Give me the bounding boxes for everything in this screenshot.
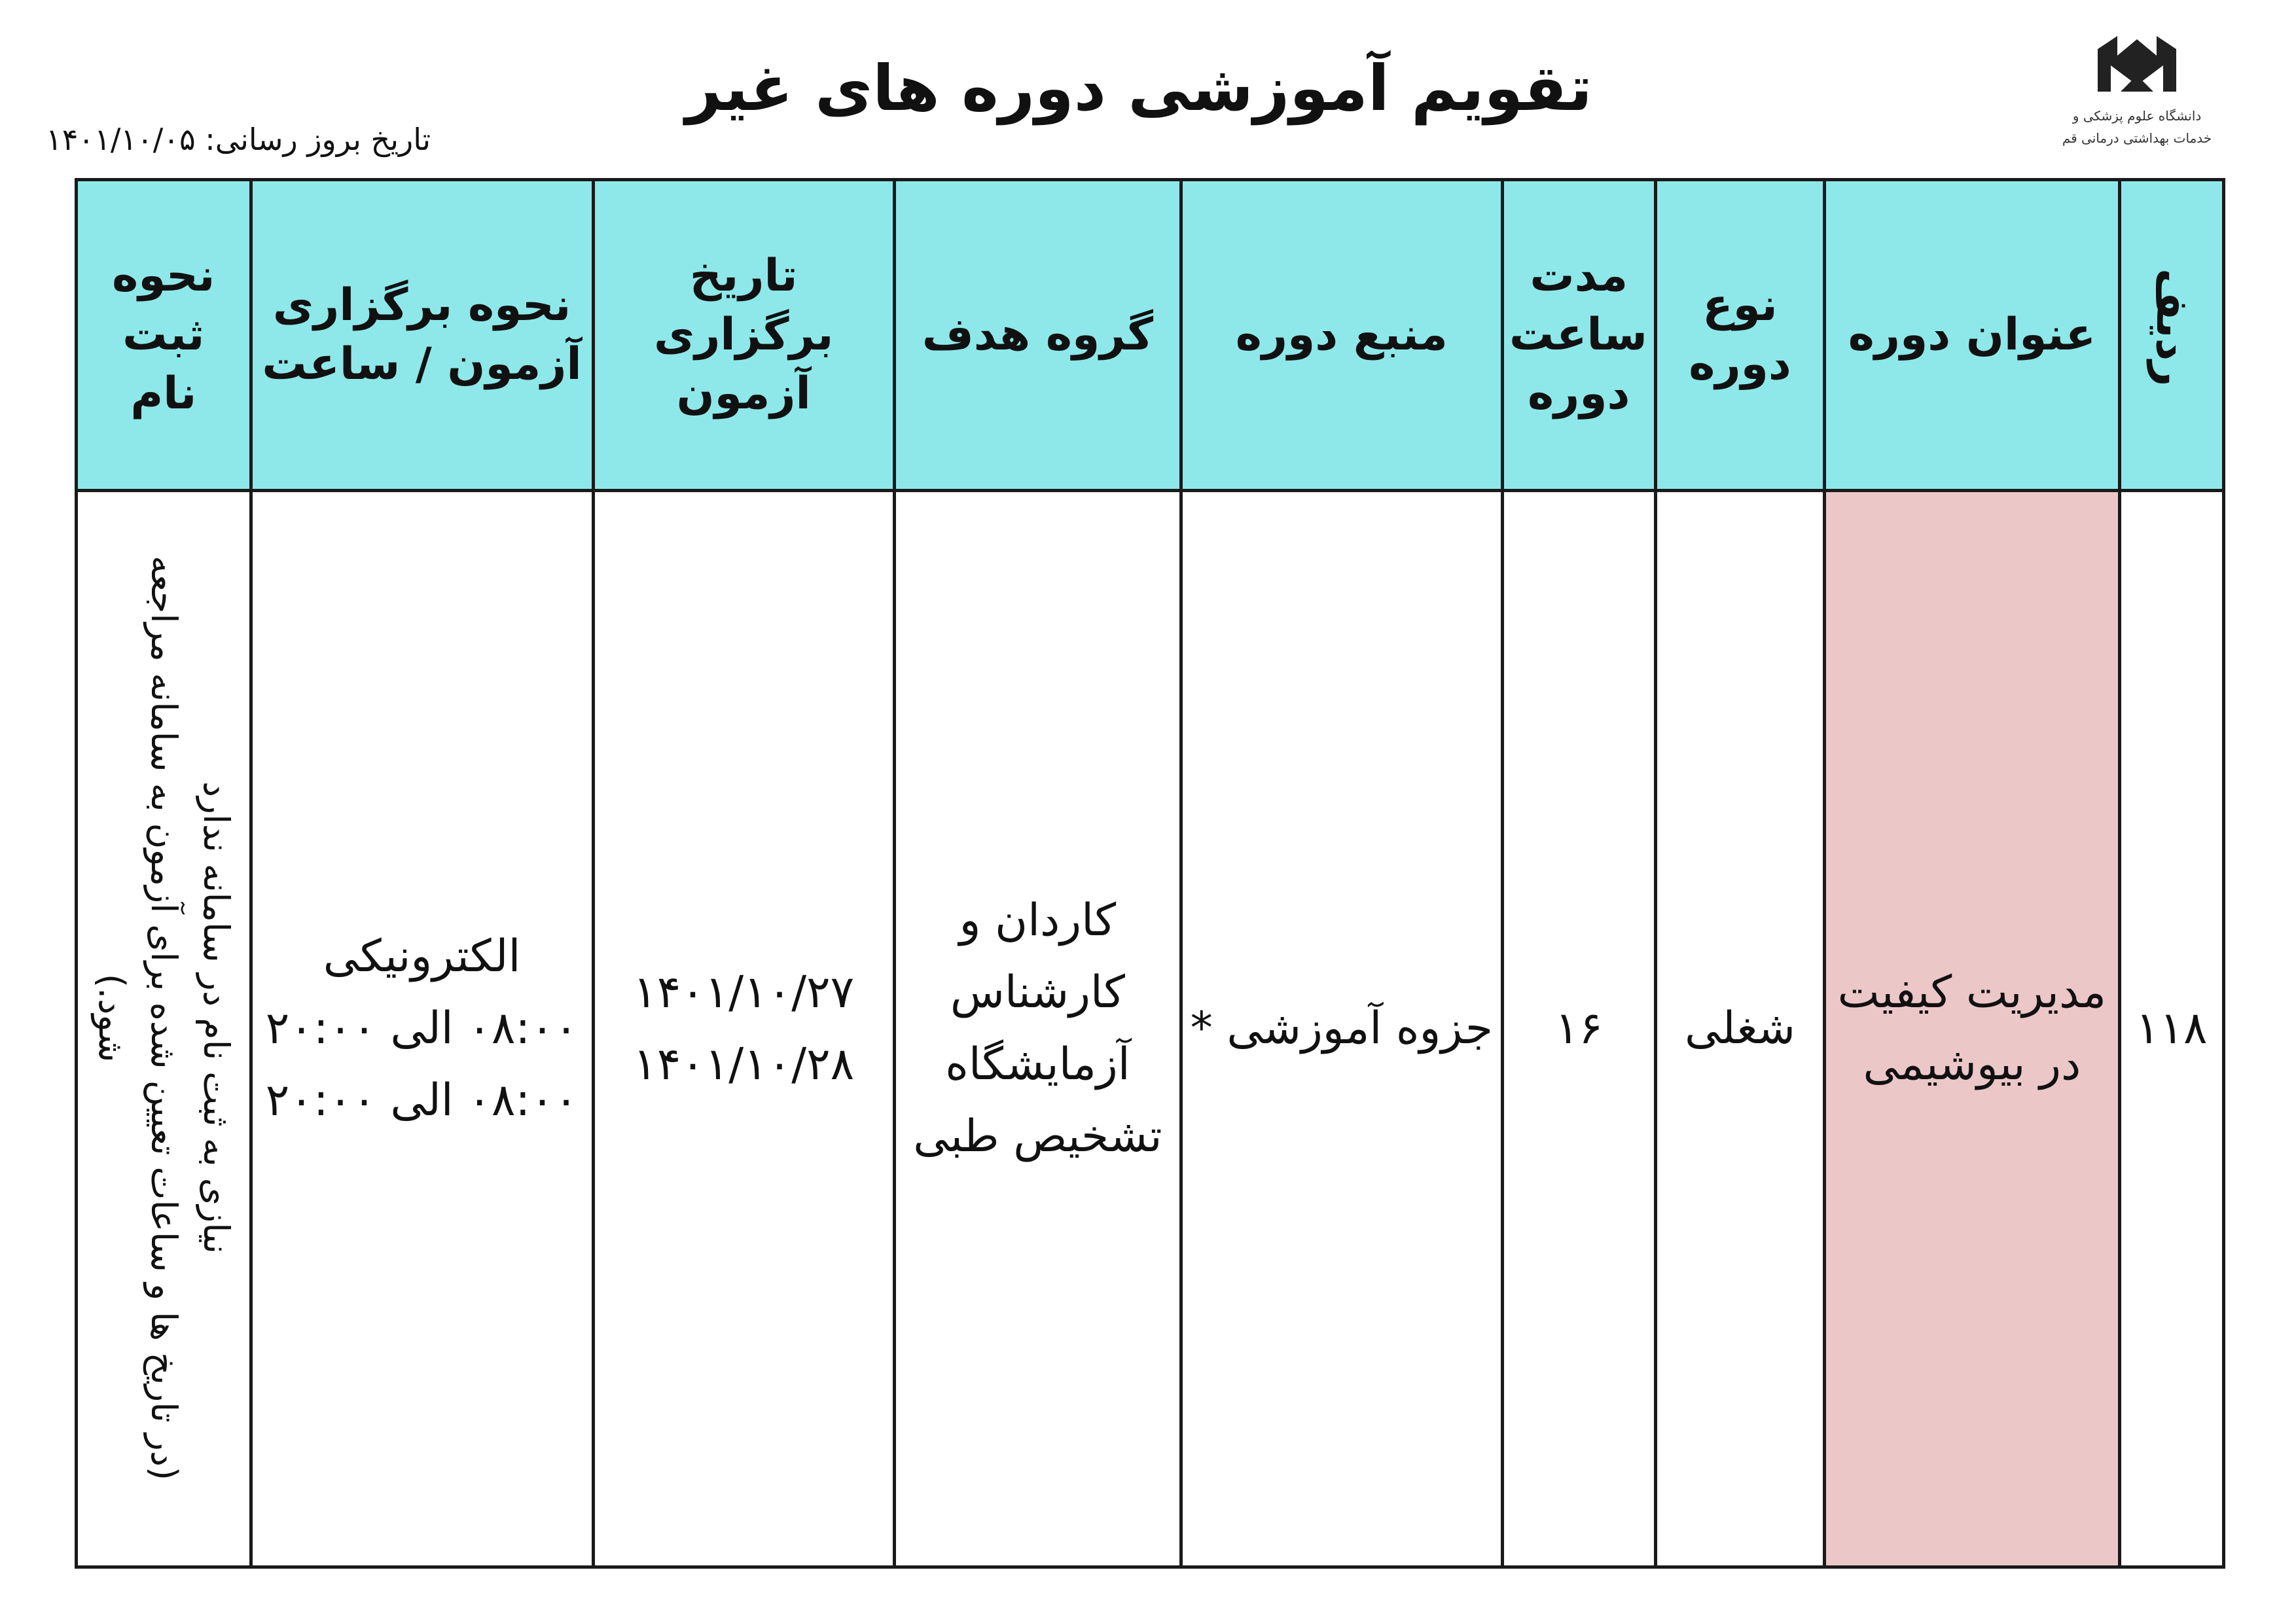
- header-exam-method-line2: آزمون / ساعت: [262, 338, 582, 390]
- logo-text-line1: دانشگاه علوم پزشکی و: [2072, 108, 2202, 124]
- header-exam-date-line2: آزمون: [676, 368, 811, 419]
- header-duration-line2: ساعت: [1509, 309, 1647, 361]
- cell-target-group-line3: آزمایشگاه: [945, 1039, 1130, 1090]
- cell-target-group-line1: کاردان و: [959, 895, 1117, 946]
- cell-course-title-line1: مدیریت کیفیت: [1837, 967, 2107, 1018]
- cell-registration-line2: (در تاریخ ها و ساعات تعیین شده برای آزمون به سامانه مراجعه شود.): [90, 555, 185, 1481]
- header-registration: [77, 180, 251, 491]
- update-date: تاریخ بروز رسانی: ۱۴۰۱/۱۰/۰۵: [46, 122, 431, 157]
- header-course-type: [1655, 180, 1824, 491]
- cell-course-title-line2: در بیوشیمی: [1863, 1039, 2081, 1090]
- header-registration-line2: ثبت نام: [122, 309, 205, 419]
- cell-duration: ۱۶: [1502, 491, 1655, 1567]
- header-duration-line3: دوره: [1527, 368, 1630, 419]
- table-row: [77, 491, 2224, 1567]
- cell-row-number: ۱۱۸: [2119, 491, 2224, 1567]
- header-row-number: [2119, 180, 2224, 491]
- cell-registration-line1: نیازی به ثبت نام در سامانه ندارد: [195, 781, 237, 1255]
- university-logo-icon: [2091, 29, 2183, 101]
- cell-registration: [77, 491, 251, 1567]
- cell-exam-time-2: ۰۸:۰۰ الی ۲۰:۰۰: [265, 1075, 579, 1126]
- cell-exam-date-1: ۱۴۰۱/۱۰/۲۷: [633, 967, 855, 1018]
- cell-exam-method-label: الکترونیکی: [323, 931, 521, 982]
- page-title: تقویم آموزشی دوره های غیر: [685, 52, 1592, 125]
- header-course-title: عنوان دوره: [1825, 180, 2119, 491]
- header-course-type-line1: نوع: [1702, 279, 1778, 331]
- header-exam-method: [251, 180, 593, 491]
- cell-exam-date-2: ۱۴۰۱/۱۰/۲۸: [633, 1039, 855, 1090]
- header-registration-line1: نحوه: [112, 250, 215, 302]
- header-duration: [1502, 180, 1655, 491]
- header-row-number-label: ردیف: [2145, 268, 2198, 387]
- cell-target-group-line4: تشخیص طبی: [913, 1111, 1162, 1162]
- header-exam-date: [593, 180, 894, 491]
- header-course-type-line2: دوره: [1689, 338, 1791, 390]
- cell-course-title: [1825, 491, 2119, 1567]
- cell-exam-dates: [593, 491, 894, 1567]
- header-target-group: گروه هدف: [894, 180, 1181, 491]
- university-logo: [2042, 29, 2232, 167]
- header-exam-method-line1: نحوه برگزاری: [272, 279, 571, 331]
- cell-target-group: [894, 491, 1181, 1567]
- cell-target-group-line2: کارشناس: [950, 967, 1125, 1018]
- cell-source: جزوه آموزشی *: [1181, 491, 1502, 1567]
- cell-exam-method: [251, 491, 593, 1567]
- cell-course-type: شغلی: [1655, 491, 1824, 1567]
- cell-registration-text: [85, 508, 242, 1529]
- logo-text-line2: خدمات بهداشتی درمانی قم: [2062, 130, 2212, 146]
- header-source: منبع دوره: [1181, 180, 1502, 491]
- header-duration-line1: مدت: [1530, 250, 1628, 302]
- header-exam-date-line1: تاریخ برگزاری: [653, 250, 834, 361]
- course-schedule-table: [75, 178, 2225, 1569]
- cell-exam-time-1: ۰۸:۰۰ الی ۲۰:۰۰: [265, 1003, 579, 1054]
- table-header-row: [77, 180, 2224, 491]
